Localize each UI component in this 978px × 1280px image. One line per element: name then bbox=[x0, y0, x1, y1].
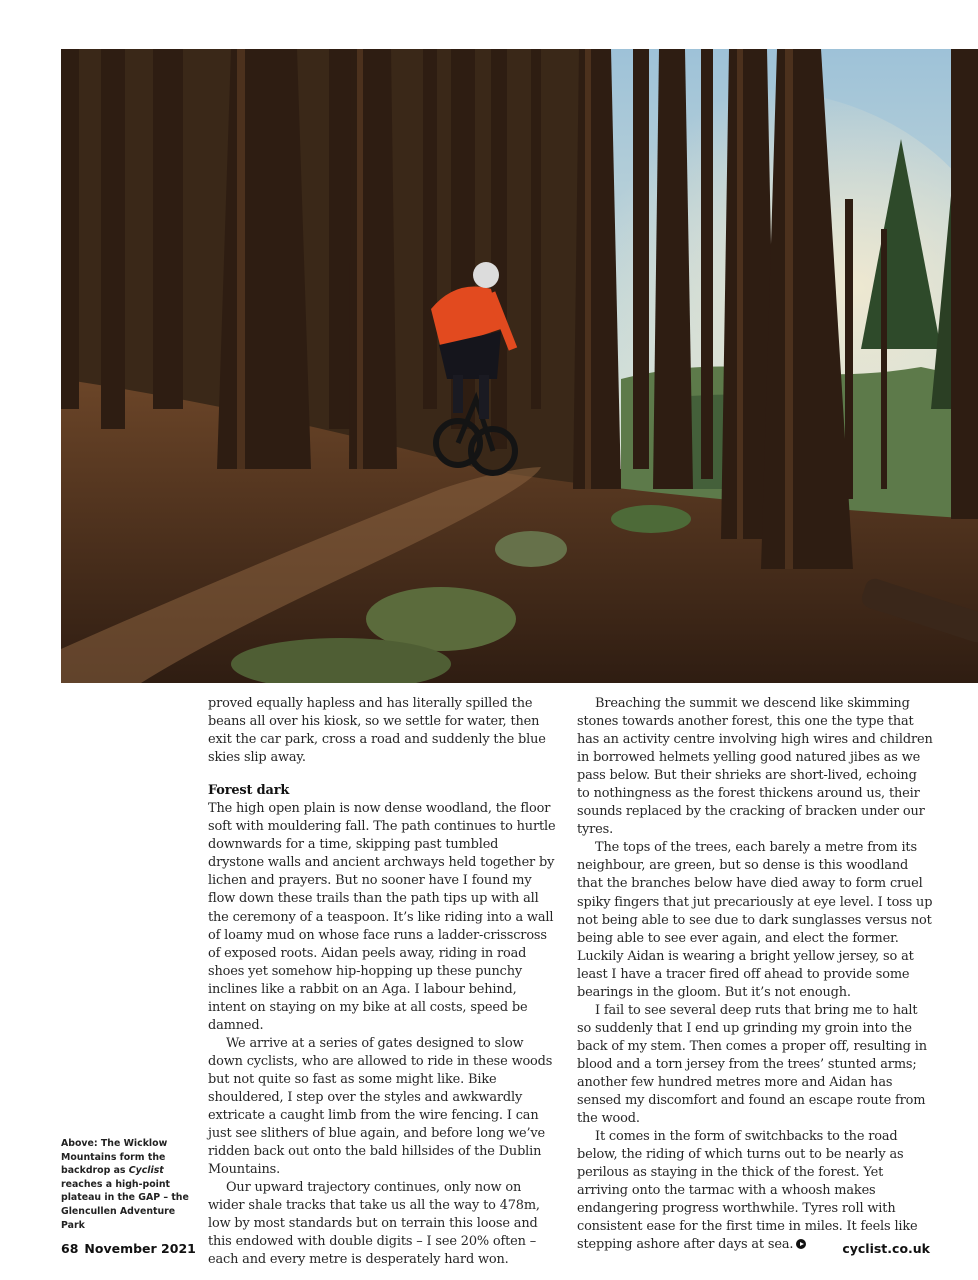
page-folio bbox=[61, 1241, 196, 1256]
body-paragraph: The high open plain is now dense woodland, the floor soft with mouldering fall. The path continues to hurtle downwards for a time, skipping past tumbled drystone walls and ancient archways held together by lichen and prayers. But no sooner have I found my flow down these trails than the path tips up with all the ceremony of a teaspoon. It’s like riding into a wall of loamy mud on whose face runs a ladder-crisscross of exposed roots. Aidan peels away, riding in road shoes yet somehow hip-hopping up these punchy inclines like a rabbit on an Aga. I labour behind, intent on staying on my bike at all costs, speed be damned. bbox=[208, 801, 556, 1033]
website-url[interactable]: cyclist.co.uk bbox=[842, 1241, 930, 1256]
body-paragraph: Our upward trajectory continues, only now on wider shale tracks that take us all the way to 478m, low by most standards but on terrain this loose and this endowed with double digits – I see 20% often – each and every metre is desperately hard won. bbox=[208, 1180, 540, 1268]
body-paragraph: I fail to see several deep ruts that bring me to halt so suddenly that I end up grinding my groin into the back of my stem. Then comes a proper off, resulting in blood and a torn jersey from the trees’ stunted arms; another few hundred metres more and Aidan has sensed my discomfort and found an escape route from the wood. bbox=[577, 1002, 927, 1127]
article-column-right bbox=[577, 695, 933, 1254]
issue-date: November 2021 bbox=[84, 1241, 196, 1256]
forest-cyclist-illustration bbox=[61, 49, 978, 683]
photo-caption bbox=[61, 1137, 191, 1232]
caption-magazine-name: Cyclist bbox=[128, 1165, 164, 1177]
page-number: 68 bbox=[61, 1241, 79, 1256]
body-paragraph: The tops of the trees, each barely a metre from its neighbour, are green, but so dense is this woodland that the branches below have died away to form cruel spiky fingers that jut precariously at eye level. I toss up not being able to see due to dark sunglasses versus not being able to see ever again, and elect the former. Luckily Aidan is wearing a bright yellow jersey, so at least I have a tracer fired off ahead to provide some bearings in the gloom. But it’s not enough. bbox=[577, 840, 933, 1000]
body-paragraph: We arrive at a series of gates designed to slow down cyclists, who are allowed to ride in these woods but not quite so fast as some might like. Bike shouldered, I step over the styles and awkwardly extricate a caught limb from the wire fencing. I can just see slithers of blue again, and before long we’ve ridden back out onto the bald hillsides of the Dublin Mountains. bbox=[208, 1035, 553, 1178]
section-heading: Forest dark bbox=[208, 783, 290, 799]
end-of-article-icon bbox=[796, 1239, 806, 1249]
body-paragraph: proved equally hapless and has literally spilled the beans all over his kiosk, so we settle for water, then exit the car park, cross a road and suddenly the blue skies slip away. bbox=[208, 696, 546, 766]
body-paragraph-final-text: It comes in the form of switchbacks to the road below, the riding of which turns out to be nearly as perilous as staying in the thick of the forest. Yet arriving onto the tarmac with a whoosh makes endangering progress worthwhile. Tyres roll with consistent ease for the first time in miles. It feels like stepping ashore after days at sea. bbox=[577, 1129, 918, 1253]
body-paragraph-final bbox=[577, 1128, 933, 1254]
hero-photo bbox=[61, 49, 978, 683]
article-column-left bbox=[208, 695, 556, 1269]
body-paragraph: Breaching the summit we descend like skimming stones towards another forest, this one the type that has an activity centre involving high wires and children in borrowed helmets yelling good natured jibes as we pass below. But their shrieks are short-lived, echoing to nothingness as the forest thickens around us, their sounds replaced by the cracking of bracken under our tyres. bbox=[577, 696, 933, 838]
caption-text-start: Above: The Wicklow Mountains form the backdrop as bbox=[61, 1138, 168, 1177]
caption-text-end: reaches a high-point plateau in the GAP – the Glencullen Adventure Park bbox=[61, 1178, 189, 1231]
